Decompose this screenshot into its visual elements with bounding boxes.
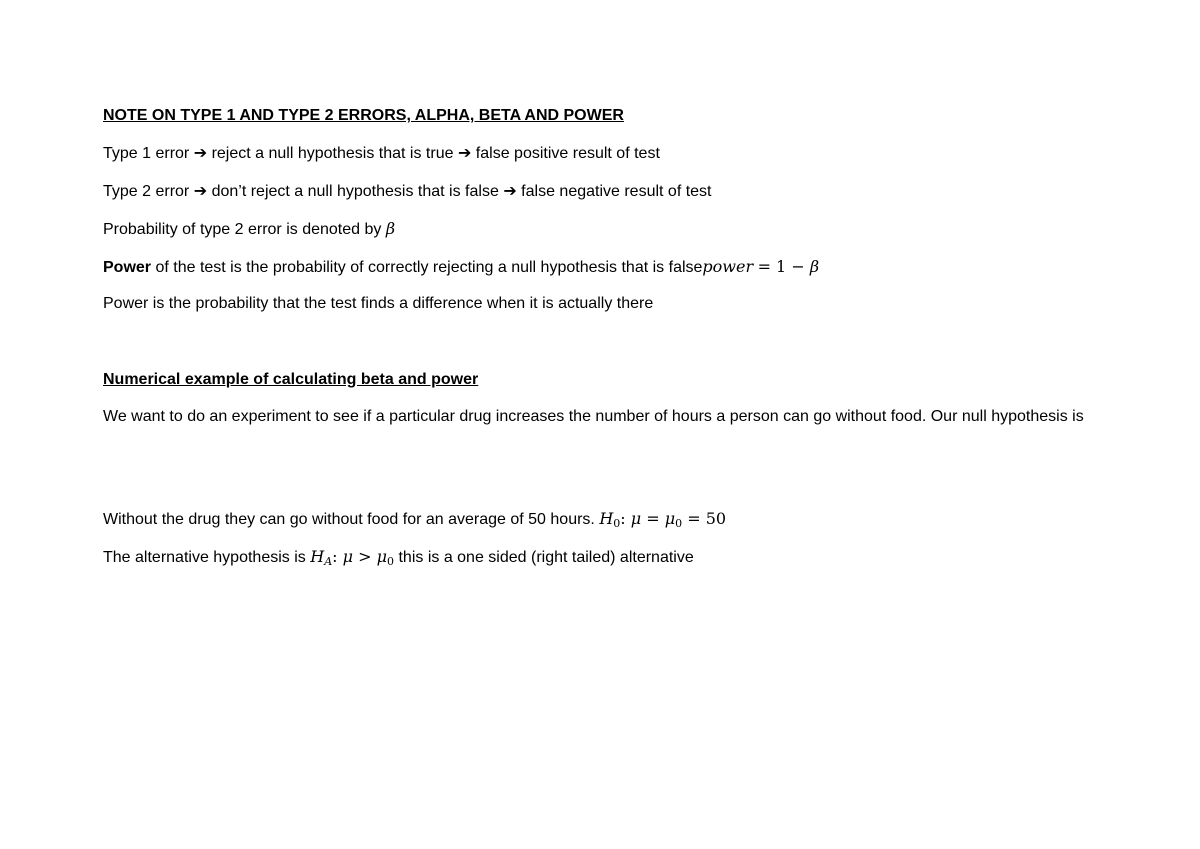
null-hypothesis-line [103, 509, 726, 530]
power-text: of the test is the probability of correctly rejecting a null hypothesis that is false [155, 259, 703, 276]
type1-result: false positive result of test [475, 145, 660, 162]
beta-definition-line [103, 219, 395, 240]
type2-error-line [103, 181, 712, 202]
null-text: Without the drug they can go without food for an average of 50 hours. [103, 511, 595, 528]
right-arrow-icon: ➔ [457, 143, 472, 162]
type1-error-line [103, 143, 660, 164]
null-mu0: μ [664, 509, 676, 528]
power-formula-eq: = 1 − [757, 257, 810, 276]
right-arrow-icon: ➔ [193, 143, 208, 162]
alt-colon: : [332, 547, 343, 566]
power-definition-line: Power is the probability that the test finds a difference when it is actually there [103, 295, 654, 312]
type1-label: Type 1 error [103, 145, 190, 162]
type2-description: don’t reject a null hypothesis that is false [211, 183, 499, 200]
power-formula-lhs: power [702, 257, 754, 276]
alternative-hypothesis-line [103, 547, 694, 568]
type2-label: Type 2 error [103, 183, 190, 200]
beta-symbol: β [385, 219, 396, 238]
alt-mu0-sub: 0 [387, 555, 395, 568]
right-arrow-icon: ➔ [193, 181, 208, 200]
alt-text-after: this is a one sided (right tailed) alternative [398, 549, 694, 566]
power-formula-beta: β [809, 257, 820, 276]
heading-numerical-example: Numerical example of calculating beta and power [103, 371, 479, 388]
alt-H-sub: A [324, 555, 333, 568]
power-line [103, 257, 819, 278]
power-bold-label: Power [103, 259, 152, 276]
null-H-sub: 0 [613, 517, 621, 530]
null-mu0-sub: 0 [675, 517, 683, 530]
alt-mu: μ [342, 547, 354, 566]
null-H: H [599, 509, 614, 528]
heading-errors-note: NOTE ON TYPE 1 AND TYPE 2 ERRORS, ALPHA, BETA AND POWER [103, 107, 624, 124]
alt-H: H [310, 547, 325, 566]
null-eq1: = [641, 509, 665, 528]
beta-text: Probability of type 2 error is denoted by [103, 221, 382, 238]
type2-result: false negative result of test [521, 183, 712, 200]
alt-gt: > [353, 547, 377, 566]
alt-text-before: The alternative hypothesis is [103, 549, 306, 566]
null-mu: μ [630, 509, 642, 528]
right-arrow-icon: ➔ [503, 181, 517, 200]
type1-description: reject a null hypothesis that is true [211, 145, 454, 162]
alt-mu0: μ [376, 547, 388, 566]
intro-paragraph: We want to do an experiment to see if a particular drug increases the number of hours a person can go without food. Our null hypothesis is [103, 408, 1084, 425]
null-eq2: = 50 [682, 509, 727, 528]
null-colon: : [620, 509, 631, 528]
